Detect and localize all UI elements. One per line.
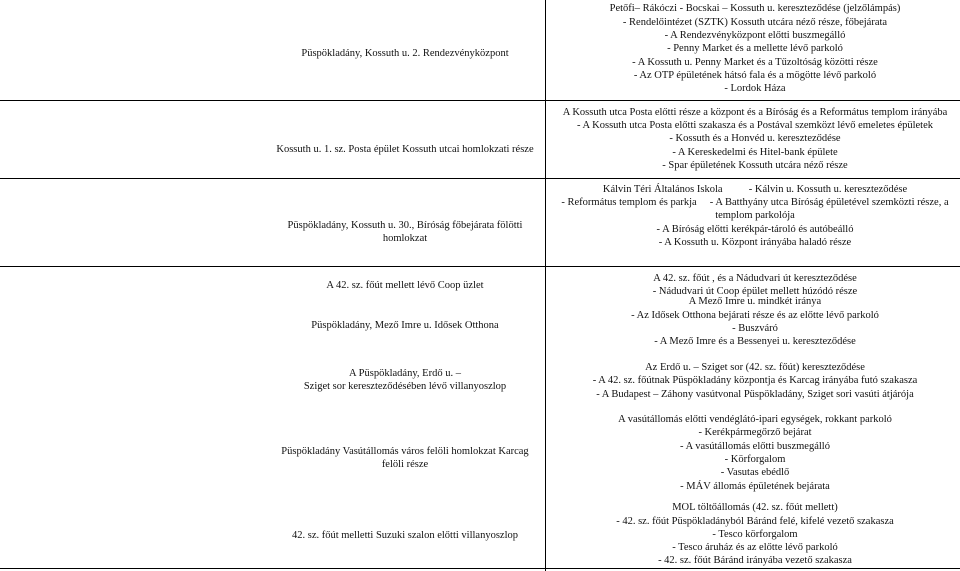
location-text: Püspökladány, Kossuth u. 2. Rendezvényközpont — [301, 48, 509, 60]
description-line: - A Budapest – Záhony vasútvonal Püspökladány, Sziget sori vasúti átjárója — [596, 388, 914, 400]
description-line: - Buszváró — [732, 323, 778, 334]
description-line: - A Rendezvényközpont előtti buszmegálló — [664, 30, 846, 42]
location-text: felöli része — [381, 459, 429, 470]
location-cell — [276, 138, 534, 162]
description-line: templom parkolója — [715, 210, 795, 222]
description-line: - 42. sz. főút Báránd irányába vezető szakasza — [658, 555, 852, 567]
column-divider — [545, 0, 546, 571]
description-line: - Kerékpármegőrző bejárat — [698, 427, 812, 439]
location-cell — [280, 218, 530, 246]
description-line: - MÁV állomás épületének bejárata — [680, 480, 830, 492]
description-cell — [555, 0, 955, 98]
description-cell — [555, 295, 955, 349]
description-line: - 42. sz. főút Püspökladányból Báránd felé, kifelé vezető szakasza — [616, 515, 894, 527]
description-line: - A Kossuth utca Posta előtti szakasza és a Postával szemközt lévő emeletes épületek — [576, 120, 934, 132]
location-text: Püspökladány, Mező Imre u. Idősek Otthona — [311, 320, 499, 332]
location-cell — [280, 366, 530, 394]
description-line: - Tesco áruház és az előtte lévő parkoló — [672, 542, 838, 554]
row-divider — [0, 100, 960, 101]
description-line: Kálvin Téri Általános Iskola - Kálvin u. Kossuth u. kereszteződése — [602, 183, 908, 195]
description-line: - Lordok Háza — [724, 83, 786, 95]
location-cell — [280, 528, 530, 544]
description-line: - Körforgalom — [724, 454, 786, 465]
location-cell — [280, 40, 530, 68]
description-line: A vasútállomás előtti vendéglátó-ipari egységek, rokkant parkoló — [618, 414, 892, 426]
row-divider — [0, 266, 960, 267]
description-line: A 42. sz. főút , és a Nádudvari út kereszteződése — [653, 272, 857, 284]
description-line: - A Bíróság előtti kerékpár-tároló és autóbeálló — [656, 223, 854, 235]
description-line: - A Mező Imre és a Bessenyei u. kereszteződése — [654, 336, 856, 348]
description-line: - A Kossuth u. Penny Market és a Tűzoltóság közötti része — [632, 56, 878, 68]
description-line: - A Kossuth u. Központ irányába haladó része — [658, 236, 852, 248]
description-cell — [555, 182, 955, 250]
description-line: A Mező Imre u. mindkét iránya — [688, 296, 822, 308]
description-line: MOL töltőállomás (42. sz. főút mellett) — [672, 502, 838, 514]
location-cell — [280, 278, 530, 294]
location-cell — [280, 444, 530, 472]
location-text: Kossuth u. 1. sz. Posta épület Kossuth utcai homlokzati része — [276, 144, 534, 156]
description-line: - Penny Market és a mellette lévő parkoló — [667, 43, 843, 55]
location-text: 42. sz. főút melletti Suzuki szalon előtti villanyoszlop — [291, 530, 518, 542]
description-line: A Kossuth utca Posta előtti része a központ és a Bíróság és a Református templom irányába — [562, 106, 948, 118]
description-cell — [555, 501, 955, 568]
description-line: - Az Idősek Otthona bejárati része és az előtte lévő parkoló — [631, 309, 879, 321]
location-text: homlokzat — [382, 233, 428, 244]
description-line: - Vasutas ebédlő — [720, 467, 790, 479]
description-line: - Rendelőintézet (SZTK) Kossuth utcára néző része, főbejárata — [622, 16, 888, 28]
location-cell — [280, 318, 530, 334]
description-line: - A 42. sz. főútnak Püspökladány központja és Karcag irányába futó szakasza — [592, 375, 918, 387]
location-text: Sziget sor kereszteződésében lévő villanyoszlop — [303, 381, 507, 392]
location-text: A 42. sz. főút mellett lévő Coop üzlet — [326, 280, 484, 292]
location-text: A Püspökladány, Erdő u. – — [349, 367, 461, 379]
description-line: - Spar épületének Kossuth utcára néző része — [662, 159, 848, 171]
description-line: - Tesco körforgalom — [712, 528, 798, 540]
description-line: Az Erdő u. – Sziget sor (42. sz. főút) kereszteződése — [645, 362, 865, 374]
row-divider — [0, 178, 960, 179]
description-line: - Református templom és parkja - A Batthyány utca Bíróság épületével szemközti része, a — [561, 197, 949, 209]
description-line: - Az OTP épületének hátsó fala és a mögötte lévő parkoló — [633, 69, 877, 81]
location-text: Püspökladány Vasútállomás város felöli homlokzat Karcag — [281, 445, 529, 457]
description-line: - Kossuth és a Honvéd u. kereszteződése — [669, 133, 841, 145]
description-cell — [555, 104, 955, 174]
location-text: Püspökladány, Kossuth u. 30., Bíróság főbejárata fölötti — [287, 219, 523, 231]
row-divider — [0, 568, 960, 569]
description-cell — [555, 361, 955, 401]
description-cell — [555, 413, 955, 493]
description-line: - Nádudvari út Coop épület mellett húzódó része — [652, 286, 858, 297]
description-line: - A vasútállomás előtti buszmegálló — [680, 440, 830, 452]
description-line: - A Kereskedelmi és Hitel-bank épülete — [672, 146, 838, 158]
description-line: Petőfi– Rákóczi - Bocskai – Kossuth u. kereszteződése (jelzőlámpás) — [609, 3, 901, 15]
